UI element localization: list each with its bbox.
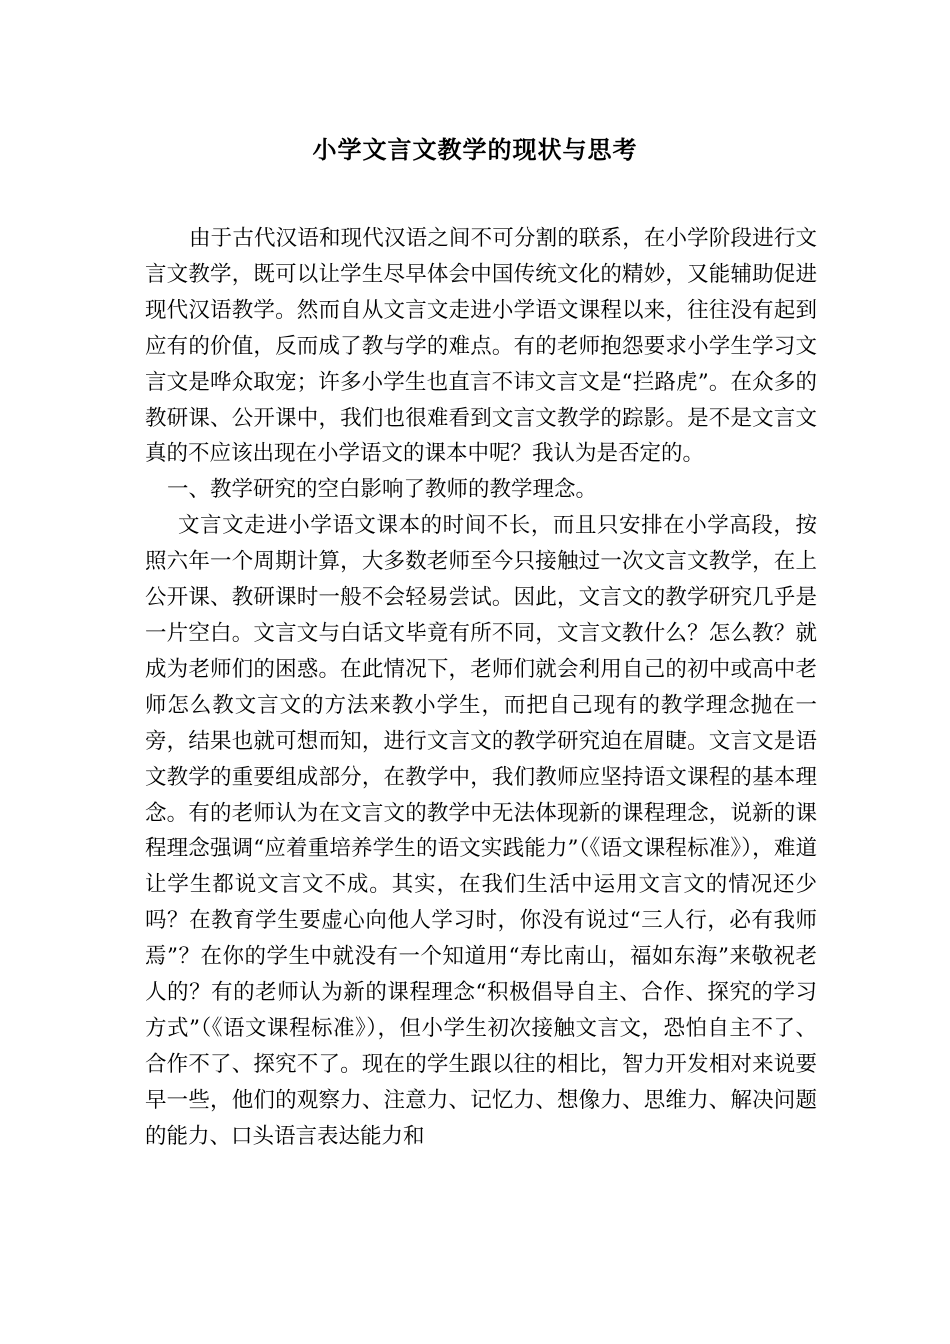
document-body [145, 221, 817, 1155]
document-title: 小学文言文教学的现状与思考 [312, 135, 638, 164]
section-heading-1: 一、教学研究的空白影响了教师的教学理念。 [167, 477, 598, 503]
paragraph-section-1: 文言文走进小学语文课本的时间不长，而且只安排在小学高段，按照六年一个周期计算，大多数老师至今只接触过一次文言文教学，在上公开课、教研课时一般不会轻易尝试。因此，文言文的教学研究几乎是一片空白。文言文与白话文毕竟有所不同，文言文教什么？怎么教？就成为老师们的困惑。在此情况下，老师们就会利用自己的初中或高中老师怎么教文言文的方法来教小学生，而把自己现有的教学理念抛在一旁，结果也就可想而知，进行文言文的教学研究迫在眉睫。文言文是语文教学的重要组成部分，在教学中，我们教师应坚持语文课程的基本理念。有的老师认为在文言文的教学中无法体现新的课程理念，说新的课程理念强调“应着重培养学生的语文实践能力”（《语文课程标准》），难道让学生都说文言文不成。其实，在我们生活中运用文言文的情况还少吗？在教育学生要虚心向他人学习时，你没有说过“三人行，必有我师焉”？在你的学生中就没有一个知道用“寿比南山，福如东海”来敬祝老人的？有的老师认为新的课程理念“积极倡导自主、合作、探究的学习方式”（《语文课程标准》），但小学生初次接触文言文，恐怕自主不了、合作不了、探究不了。现在的学生跟以往的相比，智力开发相对来说要早一些，他们的观察力、注意力、记忆力、想像力、思维力、解决问题的能力、口头语言表达能力和 [145, 513, 817, 1149]
paragraph-intro: 由于古代汉语和现代汉语之间不可分割的联系，在小学阶段进行文言文教学，既可以让学生尽早体会中国传统文化的精妙，又能辅助促进现代汉语教学。然而自从文言文走进小学语文课程以来，往往没有起到应有的价值，反而成了教与学的难点。有的老师抱怨要求小学生学习文言文是哗众取宠；许多小学生也直言不讳文言文是“拦路虎”。在众多的教研课、公开课中，我们也很难看到文言文教学的踪影。是不是文言文真的不应该出现在小学语文的课本中呢？我认为是否定的。 [145, 226, 817, 467]
